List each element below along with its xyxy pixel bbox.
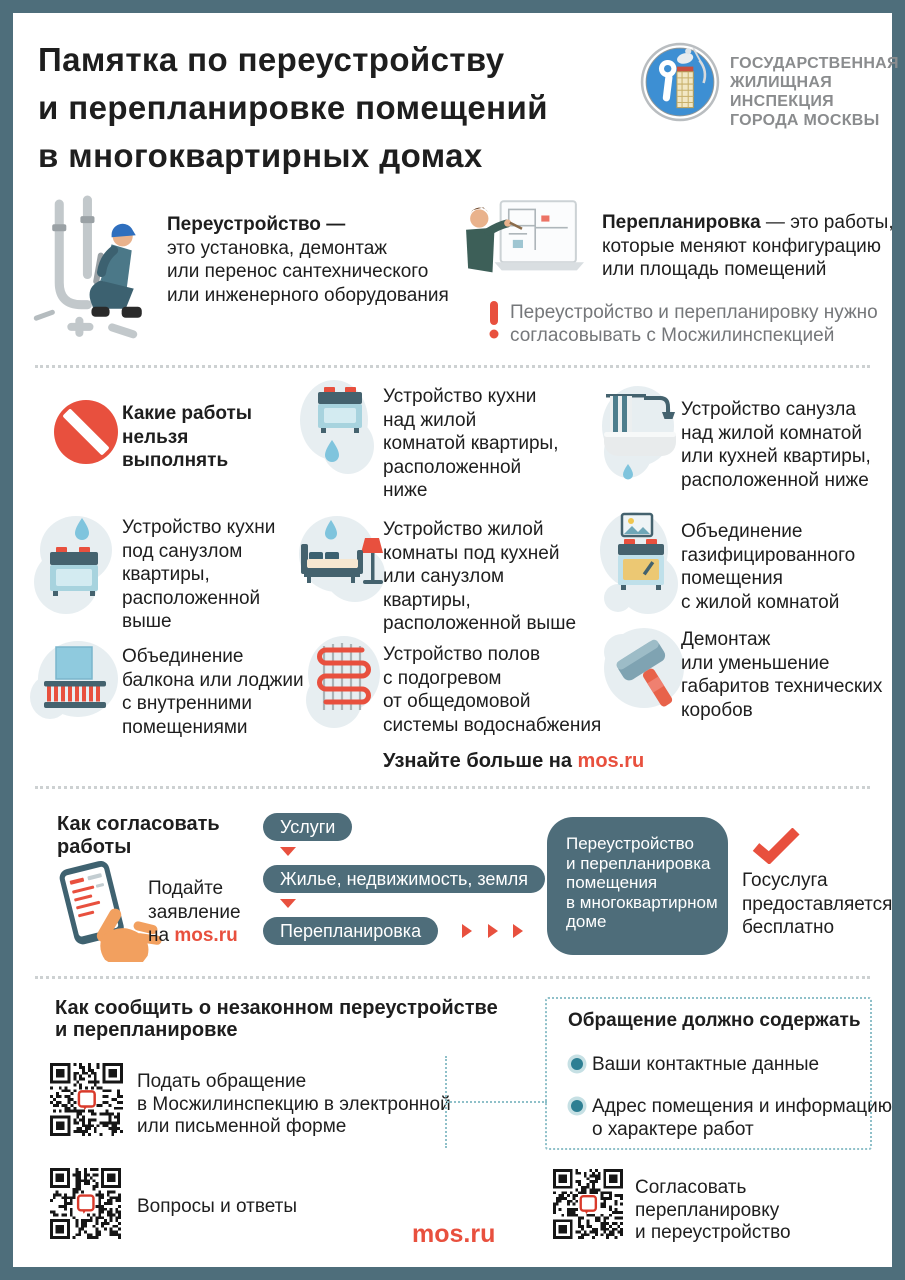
service-name-box: Переустройство и перепланировка помещения в многоквартирном доме bbox=[547, 817, 728, 955]
re-equipment-term: Переустройство bbox=[167, 214, 321, 235]
approve-replanning-text: Согласовать перепланировку и переустройство bbox=[635, 1177, 791, 1243]
page-frame-top bbox=[0, 0, 905, 13]
submit-appeal-text: Подать обращение в Мосжилинспекцию в электронной или письменной форме bbox=[137, 1071, 451, 1137]
prohibited-item-text: Устройство кухни над жилой комнатой квартиры, расположенной ниже bbox=[383, 386, 559, 501]
checkmark-icon bbox=[752, 828, 800, 864]
arrow-right-icon bbox=[462, 924, 472, 938]
page-frame-right bbox=[892, 0, 905, 1280]
org-name: ГОСУДАРСТВЕННАЯ ЖИЛИЩНАЯ ИНСПЕКЦИЯ ГОРОДА МОСКВЫ bbox=[730, 55, 899, 129]
replanning-term: Перепланировка bbox=[602, 212, 761, 233]
free-service-note: Госуслуга предоставляется бесплатно bbox=[742, 870, 893, 938]
prohibited-item-text: Объединение балкона или лоджии с внутренними помещениями bbox=[122, 646, 304, 738]
faq-label: Вопросы и ответы bbox=[137, 1196, 298, 1217]
step-pill-services: Услуги bbox=[263, 813, 352, 841]
stove-drop-icon bbox=[30, 512, 118, 617]
prohibited-item-text: Демонтаж или уменьшение габаритов технических коробов bbox=[681, 629, 883, 721]
prohibited-icon bbox=[52, 398, 120, 466]
appeal-requirements-title: Обращение должно содержать bbox=[568, 1010, 861, 1031]
arrow-down-icon bbox=[280, 847, 296, 856]
approval-warning-note: Переустройство и перепланировку нужно согласовывать с Мосжилинспекцией bbox=[510, 302, 878, 346]
prohibited-item-text: Устройство кухни под санузлом квартиры, расположенной выше bbox=[122, 517, 276, 632]
hammer-icon bbox=[598, 622, 694, 718]
approve-works-heading: Как согласовать работы bbox=[57, 813, 220, 858]
page-title: Памятка по переустройству и перепланировке помещений в многоквартирных домах bbox=[38, 41, 548, 174]
stove-leak-icon bbox=[298, 378, 378, 478]
bed-icon bbox=[295, 514, 391, 606]
gas-stove-icon bbox=[598, 510, 684, 618]
heated-floor-icon bbox=[300, 634, 386, 730]
replanning-definition: Перепланировка — это работы, которые меняют конфигурацию или площадь помещений bbox=[602, 212, 894, 280]
prohibited-works-heading: Какие работы нельзя выполнять bbox=[122, 403, 253, 471]
dotted-connector-horizontal bbox=[447, 1101, 547, 1103]
arrow-right-icon bbox=[488, 924, 498, 938]
requirement-item: Адрес помещения и информацию о характере работ bbox=[592, 1096, 892, 1140]
requirement-item: Ваши контактные данные bbox=[592, 1054, 820, 1075]
report-illegal-heading: Как сообщить о незаконном переустройстве и перепланировке bbox=[55, 997, 498, 1041]
prohibited-item-text: Объединение газифицированного помещения с жилой комнатой bbox=[681, 521, 856, 613]
apply-instruction: Подайте заявление на mos.ru bbox=[148, 878, 241, 946]
plumber-illustration-icon bbox=[28, 194, 166, 350]
bullet-icon bbox=[571, 1058, 583, 1070]
step-pill-housing: Жилье, недвижимость, земля bbox=[263, 865, 545, 893]
bathtub-icon bbox=[598, 382, 682, 482]
page-frame-bottom bbox=[0, 1267, 905, 1280]
learn-more-line: Узнайте больше на mos.ru bbox=[383, 750, 645, 772]
arrow-down-icon bbox=[280, 899, 296, 908]
prohibited-item-text: Устройство жилой комнаты под кухней или санузлом квартиры, расположенной выше bbox=[383, 519, 577, 634]
qr-code-faq[interactable] bbox=[50, 1168, 121, 1239]
balcony-icon bbox=[28, 638, 124, 726]
mos-ru-link[interactable]: mos.ru bbox=[577, 750, 645, 772]
section-divider bbox=[35, 365, 870, 368]
qr-code-approve-replanning[interactable] bbox=[553, 1169, 623, 1239]
prohibited-item-text: Устройство полов с подогревом от общедомовой системы водоснабжения bbox=[383, 644, 602, 736]
prohibited-item-text: Устройство санузла над жилой комнатой или кухней квартиры, расположенной ниже bbox=[681, 399, 871, 491]
page-frame-left bbox=[0, 0, 13, 1280]
arrow-right-icon bbox=[513, 924, 523, 938]
re-equipment-definition: Переустройство — это установка, демонтаж или перенос сантехнического или инженерного оборудования bbox=[167, 214, 449, 306]
mos-ru-link[interactable]: mos.ru bbox=[174, 925, 238, 946]
moszhilinspekcia-emblem-icon bbox=[640, 42, 720, 122]
mos-ru-footer-link[interactable]: mos.ru bbox=[412, 1220, 496, 1248]
exclamation-icon bbox=[488, 301, 500, 341]
step-pill-replanning: Перепланировка bbox=[263, 917, 438, 945]
bullet-icon bbox=[571, 1100, 583, 1112]
section-divider bbox=[35, 786, 870, 789]
section-divider bbox=[35, 976, 870, 979]
qr-code-submit-appeal[interactable] bbox=[50, 1063, 123, 1136]
presenter-illustration-icon bbox=[462, 197, 584, 297]
